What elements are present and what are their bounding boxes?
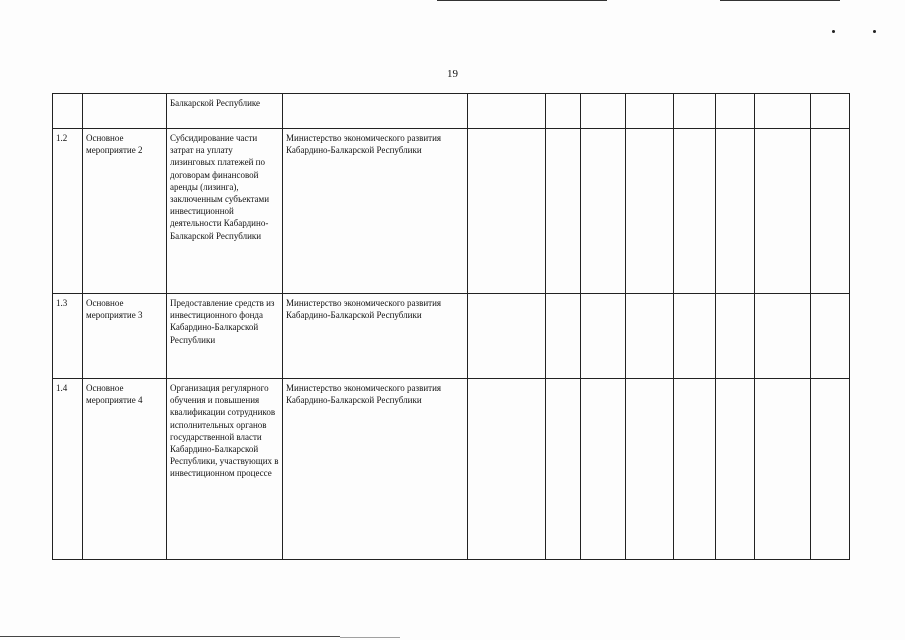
measures-table <box>52 93 850 560</box>
empty-cell <box>546 379 581 560</box>
measure-description-cell: Субсидирование части затрат на уплату лизинговых платежей по договорам финансовой аренды (лизинга), заключенным субъектами инвестиционной деятельности Кабардино-Балкарской Республики <box>167 129 283 294</box>
empty-cell <box>468 94 546 129</box>
empty-cell <box>626 294 674 379</box>
empty-cell <box>626 94 674 129</box>
executor-cell: Министерство экономического развития Кабардино-Балкарской Республики <box>283 294 468 379</box>
scan-artifact-top-line <box>720 0 840 1</box>
table-row <box>53 294 850 379</box>
empty-cell <box>581 94 626 129</box>
scan-artifact-bottom-line <box>340 637 400 638</box>
measure-name-cell: Основное мероприятие 4 <box>83 379 167 560</box>
empty-cell <box>546 294 581 379</box>
empty-cell <box>811 129 850 294</box>
empty-cell <box>581 294 626 379</box>
empty-cell <box>716 379 755 560</box>
empty-cell <box>755 129 811 294</box>
row-number-cell: 1.3 <box>53 294 83 379</box>
empty-cell <box>716 129 755 294</box>
measure-description-cell: Организация регулярного обучения и повышения квалификации сотрудников исполнительных органов государственной власти Кабардино-Балкарской Республики, участвующих в инвестиционном процессе <box>167 379 283 560</box>
page-number: 19 <box>447 68 458 80</box>
empty-cell <box>674 379 716 560</box>
empty-cell <box>581 379 626 560</box>
row-number-cell: 1.2 <box>53 129 83 294</box>
empty-cell <box>626 129 674 294</box>
measure-description-cell: Предоставление средств из инвестиционного фонда Кабардино-Балкарской Республики <box>167 294 283 379</box>
empty-cell <box>811 94 850 129</box>
table-row <box>53 379 850 560</box>
row-number-cell: 1.4 <box>53 379 83 560</box>
empty-cell <box>811 294 850 379</box>
empty-cell <box>755 379 811 560</box>
empty-cell <box>581 129 626 294</box>
empty-cell <box>468 379 546 560</box>
empty-cell <box>468 129 546 294</box>
empty-cell <box>716 294 755 379</box>
empty-cell <box>546 94 581 129</box>
empty-cell <box>468 294 546 379</box>
empty-cell <box>755 294 811 379</box>
empty-cell <box>716 94 755 129</box>
empty-cell <box>546 129 581 294</box>
empty-cell <box>755 94 811 129</box>
empty-cell <box>811 379 850 560</box>
empty-cell <box>674 94 716 129</box>
scan-artifact-dot <box>873 30 876 33</box>
executor-cell <box>283 94 468 129</box>
scan-artifact-dot <box>832 30 835 33</box>
measure-description-cell: Балкарской Республике <box>167 94 283 129</box>
measure-name-cell: Основное мероприятие 3 <box>83 294 167 379</box>
empty-cell <box>626 379 674 560</box>
executor-cell: Министерство экономического развития Кабардино-Балкарской Республики <box>283 129 468 294</box>
empty-cell <box>674 129 716 294</box>
measure-name-cell <box>83 94 167 129</box>
empty-cell <box>674 294 716 379</box>
row-number-cell <box>53 94 83 129</box>
table-row <box>53 129 850 294</box>
scan-artifact-top-line <box>437 0 607 1</box>
measure-name-cell: Основное мероприятие 2 <box>83 129 167 294</box>
table-row <box>53 94 850 129</box>
executor-cell: Министерство экономического развития Кабардино-Балкарской Республики <box>283 379 468 560</box>
scan-artifact-bottom-line <box>0 636 340 637</box>
